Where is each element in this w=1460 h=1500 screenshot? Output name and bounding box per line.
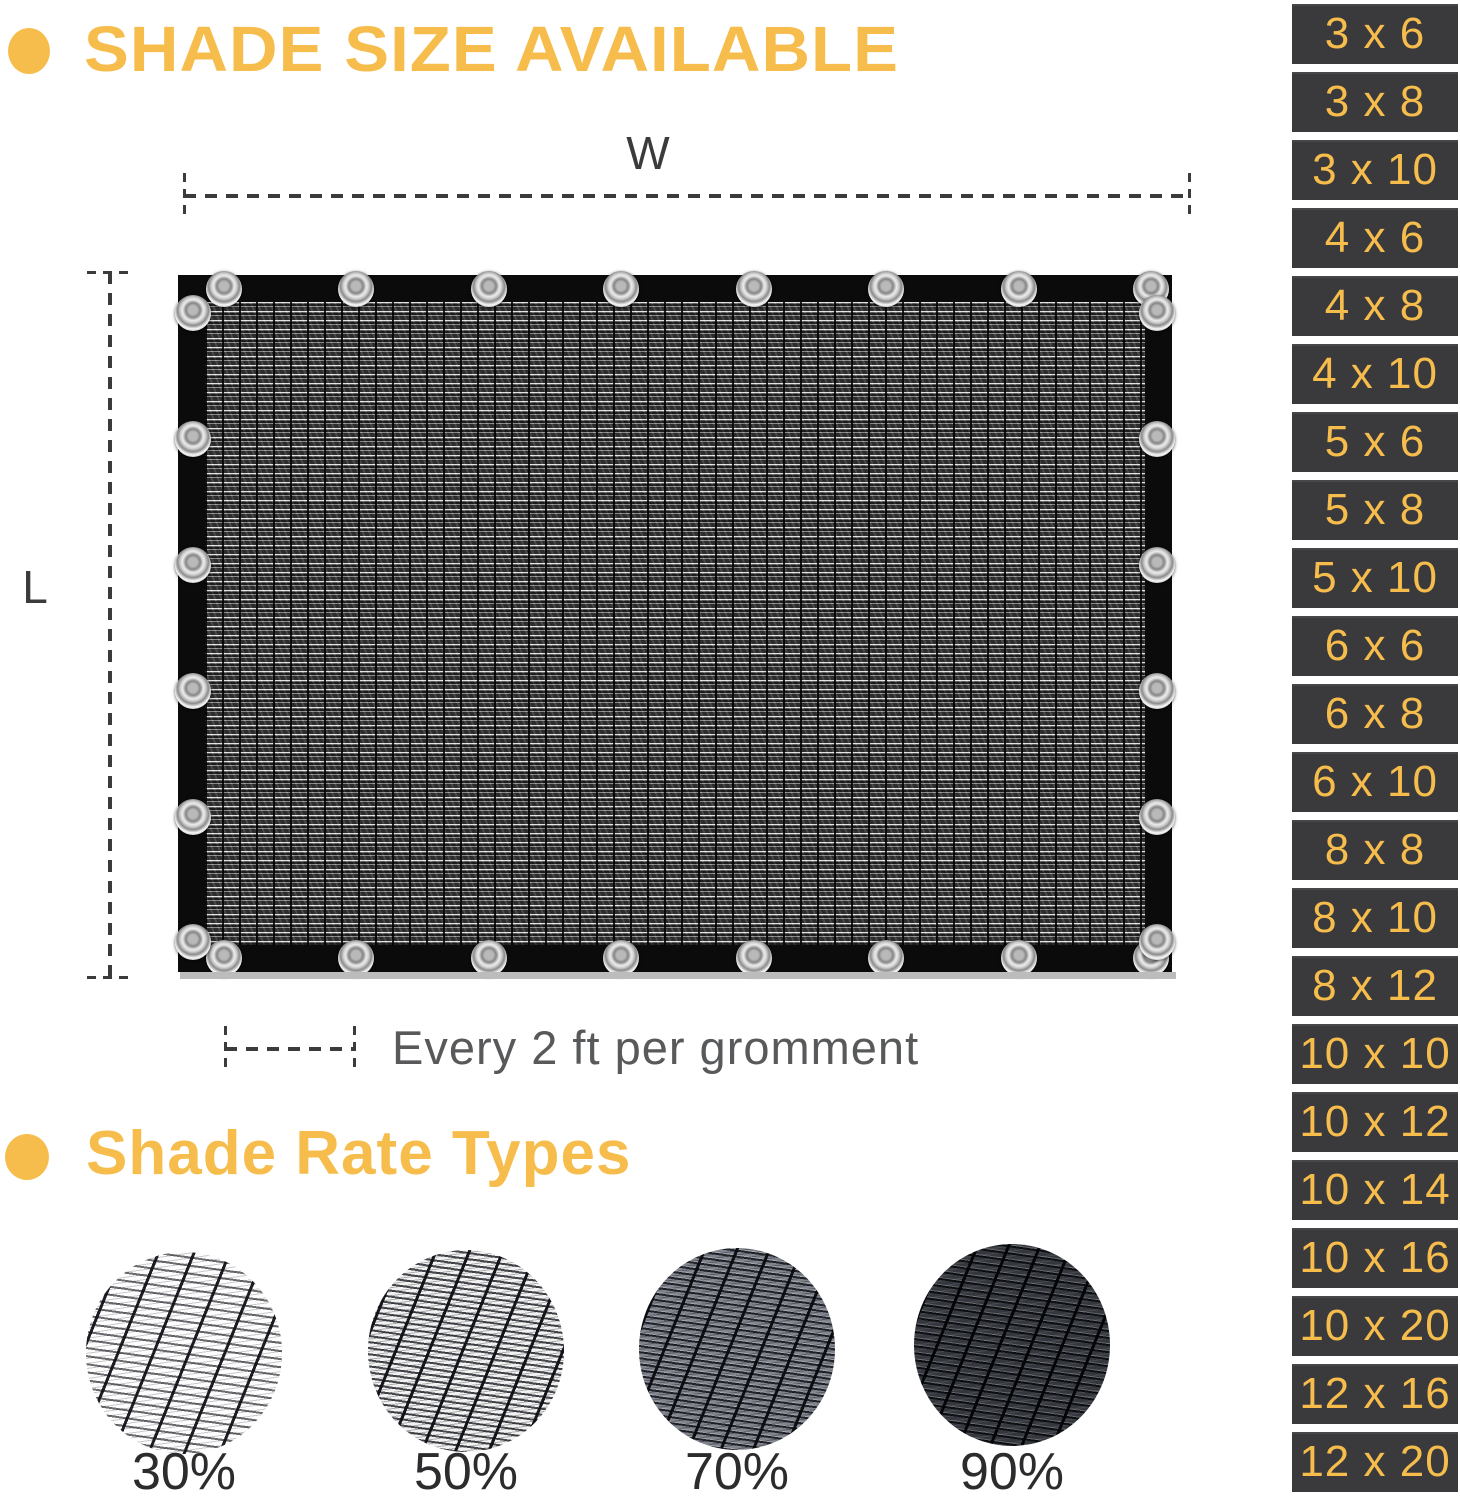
length-dimension-label: L <box>22 561 48 613</box>
size-item <box>1292 956 1458 1016</box>
size-item <box>1292 548 1458 608</box>
dimension-tick <box>87 271 133 274</box>
grommet-icon <box>175 924 211 960</box>
grommet-icon <box>1139 799 1175 835</box>
size-label: 6 x 6 <box>1324 621 1426 670</box>
dimension-tick <box>87 976 133 979</box>
grommet-icon <box>1139 924 1175 960</box>
size-label: 3 x 8 <box>1324 77 1426 126</box>
section-title-rates: Shade Rate Types <box>86 1119 632 1188</box>
bullet-dot-icon <box>8 28 50 74</box>
grommet-icon <box>338 271 374 307</box>
grommet-icon <box>175 799 211 835</box>
rate-label-50: 50% <box>413 1443 519 1500</box>
size-item <box>1292 1228 1458 1288</box>
size-item <box>1292 140 1458 200</box>
grommet-icon <box>1139 295 1175 331</box>
size-label: 4 x 6 <box>1324 213 1426 262</box>
grommet-icon <box>471 940 507 976</box>
grommet-icon <box>338 940 374 976</box>
rate-label-70: 70% <box>684 1443 790 1500</box>
size-label: 4 x 10 <box>1312 349 1438 398</box>
size-label: 6 x 8 <box>1324 689 1426 738</box>
size-item <box>1292 684 1458 744</box>
size-item <box>1292 276 1458 336</box>
mesh-sample-70-percent <box>639 1248 835 1450</box>
size-label: 5 x 6 <box>1324 417 1426 466</box>
size-item <box>1292 1024 1458 1084</box>
size-item <box>1292 1432 1458 1492</box>
size-item <box>1292 1092 1458 1152</box>
rate-label-90: 90% <box>959 1443 1065 1500</box>
size-label: 8 x 8 <box>1324 825 1426 874</box>
size-item <box>1292 888 1458 948</box>
mesh-sample-50-percent <box>368 1250 564 1452</box>
grommet-icon <box>206 271 242 307</box>
section-title-sizes: SHADE SIZE AVAILABLE <box>84 13 899 85</box>
size-label: 10 x 12 <box>1299 1097 1451 1146</box>
size-label: 8 x 10 <box>1312 893 1438 942</box>
mesh-sample-30-percent <box>86 1252 282 1454</box>
length-dimension-line <box>108 272 112 978</box>
rate-label-30: 30% <box>131 1443 237 1500</box>
size-label: 8 x 12 <box>1312 961 1438 1010</box>
grommet-spacing-note: Every 2 ft per gromment <box>392 1021 920 1074</box>
grommet-icon <box>175 547 211 583</box>
mesh-sample-90-percent <box>914 1244 1110 1446</box>
size-item <box>1292 752 1458 812</box>
grommet-icon <box>175 673 211 709</box>
size-item <box>1292 72 1458 132</box>
width-dimension-line <box>184 194 1190 198</box>
size-label: 5 x 8 <box>1324 485 1426 534</box>
grommet-spacing-line <box>225 1047 355 1051</box>
size-label: 10 x 16 <box>1299 1233 1451 1282</box>
width-dimension-label: W <box>626 127 670 179</box>
size-item <box>1292 4 1458 64</box>
size-list <box>1292 0 1458 1492</box>
size-item <box>1292 616 1458 676</box>
grommet-icon <box>603 271 639 307</box>
size-label: 5 x 10 <box>1312 553 1438 602</box>
size-item <box>1292 480 1458 540</box>
dimension-tick <box>183 173 186 219</box>
grommet-icon <box>1001 271 1037 307</box>
grommet-icon <box>1139 421 1175 457</box>
size-item <box>1292 1296 1458 1356</box>
size-item <box>1292 208 1458 268</box>
size-item <box>1292 820 1458 880</box>
size-label: 6 x 10 <box>1312 757 1438 806</box>
size-label: 10 x 20 <box>1299 1301 1451 1350</box>
size-label: 3 x 10 <box>1312 145 1438 194</box>
size-label: 10 x 10 <box>1299 1029 1451 1078</box>
size-label: 10 x 14 <box>1299 1165 1451 1214</box>
dimension-tick <box>224 1026 227 1072</box>
grommet-icon <box>736 940 772 976</box>
grommet-icon <box>736 271 772 307</box>
dimension-tick <box>353 1026 356 1072</box>
size-item <box>1292 344 1458 404</box>
grommet-icon <box>1139 547 1175 583</box>
size-label: 3 x 6 <box>1324 9 1426 58</box>
shade-mesh-texture <box>205 302 1145 945</box>
grommet-icon <box>603 940 639 976</box>
grommet-icon <box>206 940 242 976</box>
bullet-dot-icon <box>5 1134 49 1180</box>
grommet-icon <box>175 295 211 331</box>
size-label: 12 x 16 <box>1299 1369 1451 1418</box>
grommet-icon <box>868 271 904 307</box>
size-item <box>1292 1364 1458 1424</box>
size-item <box>1292 412 1458 472</box>
size-label: 12 x 20 <box>1299 1437 1451 1486</box>
size-label: 4 x 8 <box>1324 281 1426 330</box>
grommet-icon <box>471 271 507 307</box>
shade-cloth-illustration <box>178 275 1172 972</box>
grommet-icon <box>175 421 211 457</box>
grommet-icon <box>1001 940 1037 976</box>
dimension-tick <box>1188 173 1191 219</box>
grommet-icon <box>1139 673 1175 709</box>
size-item <box>1292 1160 1458 1220</box>
grommet-icon <box>868 940 904 976</box>
